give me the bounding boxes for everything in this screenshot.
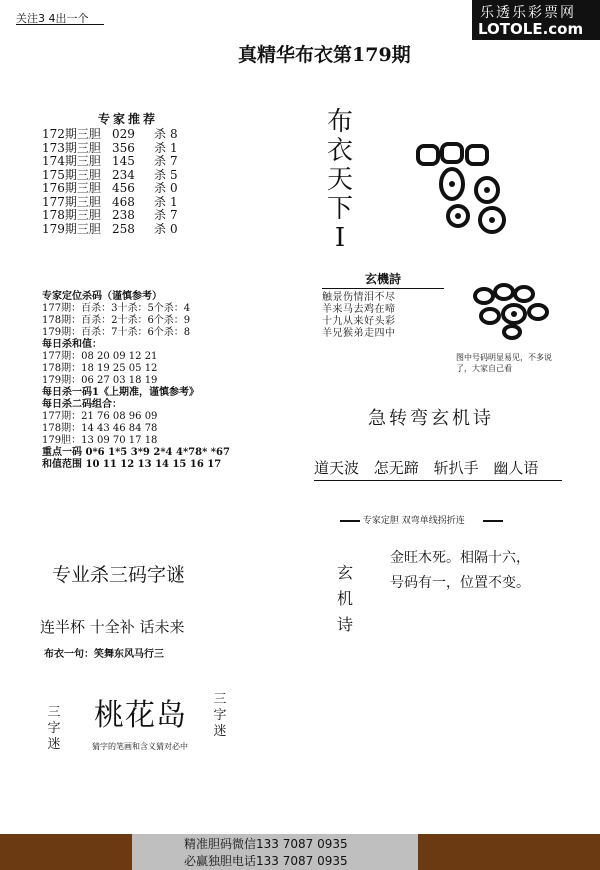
pick-numbers: 238 [112, 208, 135, 222]
riddle-label-left: 三字迷 [47, 705, 61, 752]
pick-kill-label: 杀 [154, 208, 167, 222]
top-note: 关注3 4出一个 [16, 12, 89, 25]
verse-line: 号码有一，位置不变。 [390, 575, 530, 591]
brand-name-cn: 乐透乐彩票网 [480, 5, 576, 21]
pick-numbers: 234 [112, 167, 135, 182]
pick-period: 175期三胆 [42, 167, 101, 182]
pick-kill: 8 [170, 127, 178, 141]
pick-numbers: 356 [112, 140, 135, 155]
phrase: 怎无蹄 [373, 459, 419, 477]
pick-period: 177期三胆 [42, 194, 101, 209]
sum-kill-row: 177期：08 20 09 12 21 [42, 351, 158, 362]
pick-kill: 1 [170, 140, 178, 155]
sum-range-line: 和值范围 10 11 12 13 14 15 16 17 [42, 459, 222, 470]
pick-period: 178期三胆 [42, 208, 101, 222]
pick-kill: 5 [170, 167, 178, 182]
pick-kill-label: 杀 [154, 221, 167, 236]
sum-kill-heading: 每日杀和值： [42, 339, 102, 350]
pick-row [42, 196, 178, 210]
phrase: 道天波 [314, 459, 360, 477]
poem-title-rule [322, 288, 444, 289]
phrase: 幽人语 [493, 459, 539, 477]
pick-row [42, 142, 178, 156]
gall-title: 专家定胆 [362, 516, 399, 526]
poem-line: 羊来马去鸡在啼 [322, 304, 396, 315]
sum-kill-row: 178期：18 19 25 05 12 [42, 363, 158, 374]
riddle-hint: 猜字的笔画和含义猜对必中 [92, 742, 188, 751]
pick-period: 174期三胆 [42, 154, 101, 168]
key-points-line: 重点一码 0*6 1*5 3*9 2*4 4*78* *67 [42, 447, 230, 458]
riddle-words: 连半杯 十全补 话未来 [40, 618, 185, 636]
pick-kill: 0 [170, 181, 178, 195]
pick-period: 172期三胆 [42, 127, 101, 141]
pick-period: 179期三胆 [42, 221, 101, 236]
position-kill-row: 178期：百杀：2十杀：6个杀：9 [42, 315, 191, 326]
pick-period: 176期三胆 [42, 181, 101, 195]
dash-right [483, 520, 503, 522]
pick-kill: 1 [170, 194, 178, 209]
phrases-underline [314, 480, 562, 481]
two-kill-row: 179胆：13 09 70 17 18 [42, 435, 158, 446]
brand-logo[interactable] [472, 0, 600, 40]
poem-line: 十九从来好头彩 [322, 316, 396, 327]
pick-kill-label: 杀 [154, 181, 167, 195]
pick-period: 173期三胆 [42, 140, 101, 155]
pick-numbers: 456 [112, 181, 135, 195]
position-kill-heading: 专家定位杀码（谨慎参考） [42, 291, 162, 302]
poem-title: 玄機詩 [364, 272, 401, 286]
chain-ornament-icon [472, 282, 556, 342]
big-vertical-title: 布衣天下I [326, 107, 353, 253]
xuan-vertical-title: 玄机诗 [336, 563, 353, 634]
pick-kill-label: 杀 [154, 140, 167, 155]
pick-row [42, 209, 178, 223]
number-ornament-icon [412, 140, 522, 250]
dash-left [340, 520, 360, 522]
footer-phone: 必赢独胆电话133 7087 0935 [184, 854, 348, 868]
sum-kill-row: 179期：06 27 03 18 19 [42, 375, 158, 386]
two-kill-row: 177期：21 76 08 96 09 [42, 411, 158, 422]
pick-numbers: 468 [112, 194, 135, 209]
riddle-label-right: 三字迷 [213, 692, 227, 739]
footer-wechat: 精准胆码微信133 7087 0935 [184, 837, 348, 851]
pick-kill-label: 杀 [154, 194, 167, 209]
one-kill-line: 每日杀一码1《上期准，谨慎参考》 [42, 387, 199, 398]
gall-row [340, 513, 503, 526]
poem-box [322, 270, 444, 340]
brand-name-en: LOTOLE.com [478, 20, 584, 38]
pick-numbers: 029 [112, 127, 135, 141]
secret-poem-title: 急转弯玄机诗 [368, 408, 494, 429]
pick-row [42, 223, 178, 237]
two-kill-row: 178期：14 43 46 84 78 [42, 423, 158, 434]
verse-line: 金旺木死。相隔十六， [390, 550, 530, 566]
pick-kill-label: 杀 [154, 127, 167, 141]
pick-numbers: 145 [112, 154, 135, 168]
expert-picks-list [42, 128, 178, 236]
phrases-row [314, 457, 538, 478]
riddle-title: 专业杀三码字谜 [52, 564, 186, 586]
riddle-sentence: 布衣一句：笑舞东风马行三 [44, 649, 164, 660]
page-title: 真精华布衣第179期 [238, 44, 411, 66]
two-kill-heading: 每日杀二码组合： [42, 399, 122, 410]
pick-numbers: 258 [112, 221, 135, 236]
pick-row [42, 182, 178, 196]
poem-line: 羊兄猴弟走四中 [322, 328, 396, 339]
poem-line: 触景伤情泪不尽 [322, 292, 396, 303]
pick-row [42, 169, 178, 183]
pick-kill: 7 [170, 208, 178, 222]
expert-picks-heading: 专家推荐 [98, 112, 159, 126]
top-note-underline [16, 24, 104, 25]
image-caption: 图中号码明显易见，不多说了，大家自己看 [456, 353, 552, 373]
riddle-answer: 桃花岛 [94, 698, 187, 733]
gall-subtitle: 双弯单线拐折连 [401, 516, 465, 526]
pick-kill: 7 [170, 154, 178, 168]
phrase: 斩扒手 [433, 459, 479, 477]
pick-row [42, 128, 178, 142]
pick-kill-label: 杀 [154, 154, 167, 168]
position-kill-row: 179期：百杀：7十杀：6个杀：8 [42, 327, 191, 338]
kill-block [42, 291, 230, 471]
pick-row [42, 155, 178, 169]
position-kill-row: 177期：百杀：3十杀：5个杀：4 [42, 303, 191, 314]
pick-kill: 0 [170, 221, 178, 236]
pick-kill-label: 杀 [154, 167, 167, 182]
